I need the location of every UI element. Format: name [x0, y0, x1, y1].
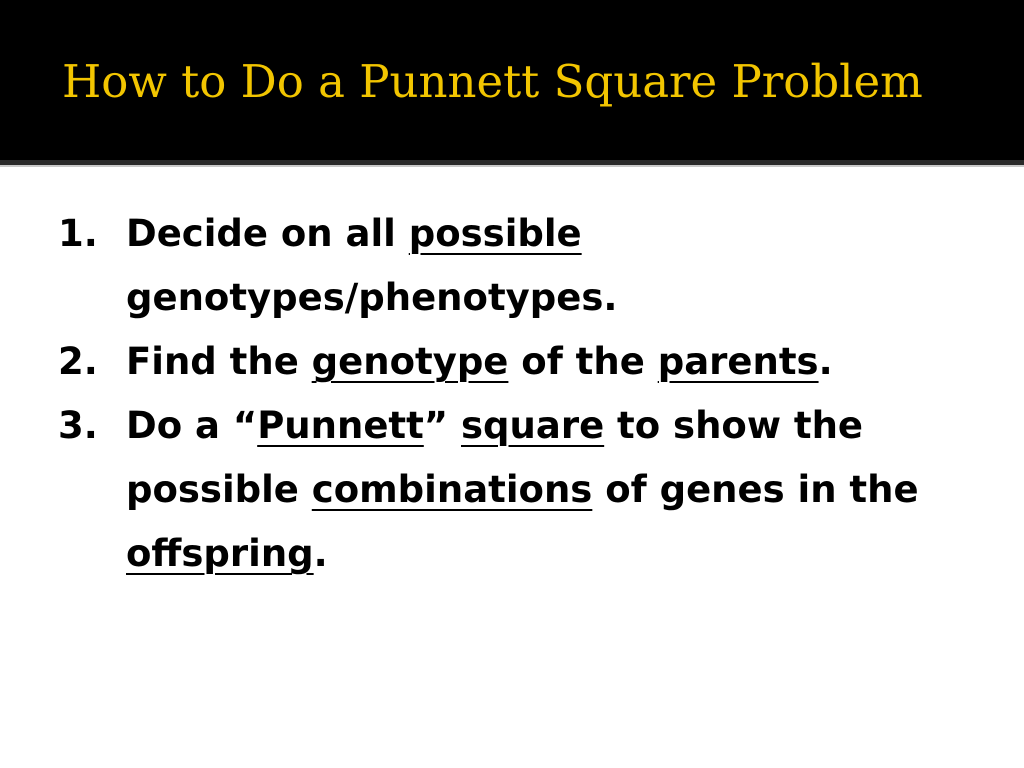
step-keyword: square — [461, 404, 605, 447]
step-text-part: of the — [508, 340, 658, 383]
step-keyword: combinations — [311, 468, 593, 511]
step-text-part: . — [818, 340, 833, 383]
step-keyword: possible — [408, 212, 582, 255]
step-text-part: Find the — [126, 340, 312, 383]
step-keyword: offspring — [126, 532, 314, 575]
step-item-1 — [58, 202, 988, 330]
steps-list — [58, 202, 988, 586]
step-text-part: Decide on all — [126, 212, 409, 255]
step-text-part: Do a “ — [126, 404, 258, 447]
slide-title: How to Do a Punnett Square Problem — [62, 55, 923, 108]
step-item-2 — [58, 330, 988, 394]
step-number: 2. — [58, 340, 98, 383]
step-text-part: . — [313, 532, 328, 575]
step-keyword: Punnett — [257, 404, 424, 447]
step-text-part: to show the possible — [126, 404, 864, 511]
step-keyword: genotype — [311, 340, 509, 383]
step-item-3 — [58, 394, 988, 586]
title-bar — [0, 0, 1024, 160]
step-keyword: parents — [657, 340, 819, 383]
step-number: 3. — [58, 404, 98, 447]
title-divider-highlight — [0, 165, 1024, 167]
step-text-part: of genes in the — [592, 468, 919, 511]
step-number: 1. — [58, 212, 98, 255]
step-text-part: ” — [423, 404, 461, 447]
step-text-part: genotypes/phenotypes. — [126, 276, 618, 319]
